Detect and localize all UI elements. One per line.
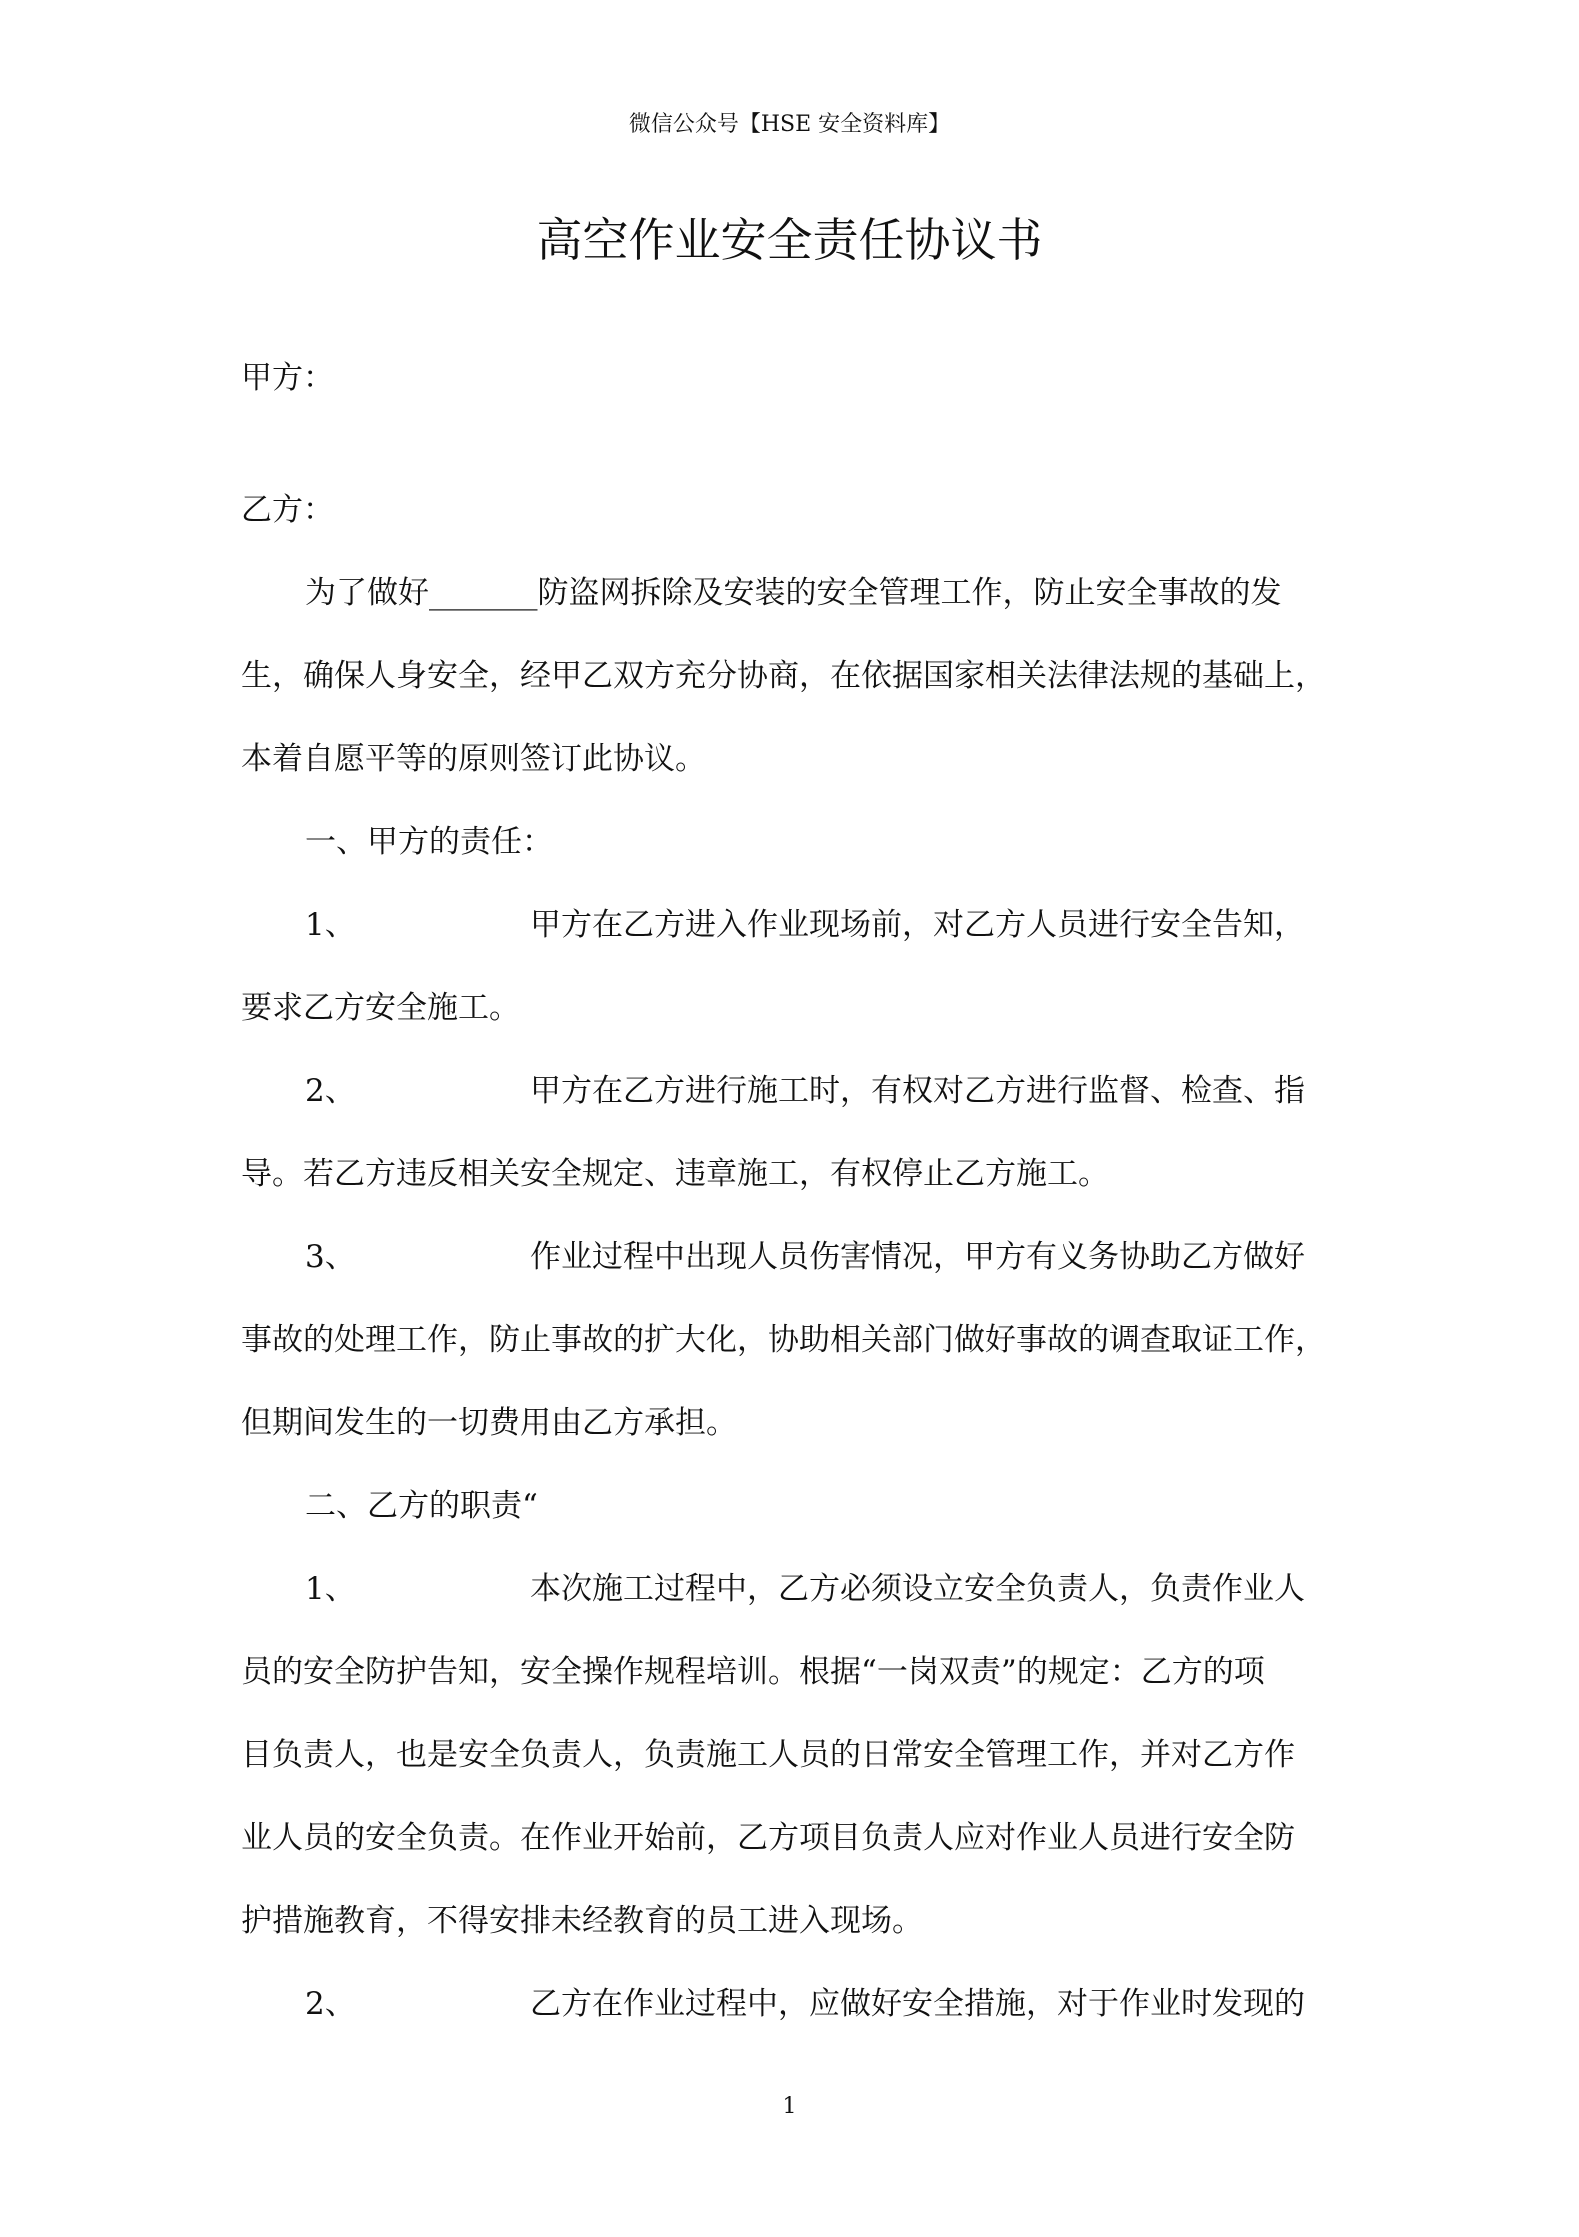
document-title: 高空作业安全责任协议书 <box>536 213 1043 267</box>
item-text: 但期间发生的一切费用由乙方承担。 <box>241 1405 737 1441</box>
item-number: 2、 <box>305 1073 356 1109</box>
item-text: 护措施教育，不得安排未经教育的员工进入现场。 <box>241 1903 923 1939</box>
item-text: 甲方在乙方进行施工时，有权对乙方进行监督、检查、指 <box>530 1073 1305 1109</box>
intro-line: 生，确保人身安全，经甲乙双方充分协商，在依据国家相关法律法规的基础上， <box>241 658 1326 694</box>
item-text: 目负责人，也是安全负责人，负责施工人员的日常安全管理工作，并对乙方作 <box>241 1737 1295 1773</box>
list-item <box>241 884 1341 967</box>
list-item <box>241 1548 1341 1631</box>
item-text: 事故的处理工作，防止事故的扩大化，协助相关部门做好事故的调查取证工作， <box>241 1322 1326 1358</box>
section2-heading: 二、乙方的职责“ <box>305 1488 538 1524</box>
item-text: 导。若乙方违反相关安全规定、违章施工，有权停止乙方施工。 <box>241 1156 1109 1192</box>
item-text: 要求乙方安全施工。 <box>241 990 520 1026</box>
list-item <box>241 1050 1341 1133</box>
item-text: 业人员的安全负责。在作业开始前，乙方项目负责人应对作业人员进行安全防 <box>241 1820 1295 1856</box>
item-number: 2、 <box>305 1986 356 2022</box>
item-text: 员的安全防护告知，安全操作规程培训。根据“一岗双责”的规定：乙方的项 <box>241 1654 1265 1690</box>
item-text: 本次施工过程中，乙方必须设立安全负责人，负责作业人 <box>530 1571 1305 1607</box>
intro-line: 为了做好_______防盗网拆除及安装的安全管理工作，防止安全事故的发 <box>305 575 1282 611</box>
item-number: 1、 <box>305 1571 356 1607</box>
item-number: 1、 <box>305 907 356 943</box>
party-a-line: 甲方： <box>241 360 334 396</box>
spacer <box>241 420 1341 469</box>
document-body <box>241 337 1341 2046</box>
section1-heading: 一、甲方的责任： <box>305 824 553 860</box>
item-text: 乙方在作业过程中，应做好安全措施，对于作业时发现的 <box>530 1986 1305 2022</box>
page-header: 微信公众号【HSE 安全资料库】 <box>628 112 951 137</box>
item-number: 3、 <box>305 1239 356 1275</box>
page-number: 1 <box>782 2094 797 2119</box>
party-b-line: 乙方： <box>241 492 334 528</box>
item-text: 作业过程中出现人员伤害情况，甲方有义务协助乙方做好 <box>530 1239 1305 1275</box>
item-text: 甲方在乙方进入作业现场前，对乙方人员进行安全告知， <box>530 907 1305 943</box>
list-item <box>241 1216 1341 1299</box>
list-item <box>241 1963 1341 2046</box>
intro-line: 本着自愿平等的原则签订此协议。 <box>241 741 706 777</box>
